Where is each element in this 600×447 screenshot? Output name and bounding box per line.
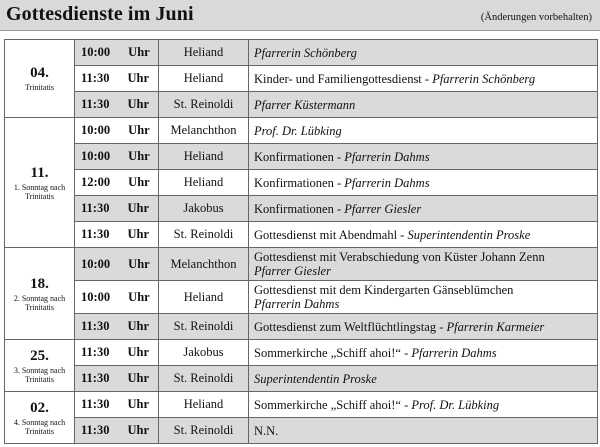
sunday-date-cell xyxy=(5,392,75,444)
service-description-cell xyxy=(249,281,598,314)
service-description: Kinder- und Familiengottesdienst - xyxy=(254,71,433,86)
schedule-body xyxy=(5,40,598,444)
officiant-name: Pfarrerin Karmeier xyxy=(446,319,545,334)
time-unit: Uhr xyxy=(127,319,150,333)
sunday-date-cell xyxy=(5,118,75,248)
service-row xyxy=(5,144,598,170)
service-row xyxy=(5,418,598,444)
time-unit: Uhr xyxy=(128,123,150,137)
time-unit: Uhr xyxy=(128,289,150,304)
service-description: Gottesdienst mit dem Kindergarten Gänseblümchen xyxy=(254,283,514,297)
service-description: Gottesdienst mit Abendmahl - xyxy=(254,227,408,242)
service-time: 12:00 xyxy=(81,175,111,189)
officiant-name: Pfarrer Giesler xyxy=(344,201,422,216)
church-name: St. Reinoldi xyxy=(159,366,249,392)
service-row xyxy=(5,366,598,392)
time-unit: Uhr xyxy=(127,71,150,85)
service-schedule-table xyxy=(4,39,598,444)
service-time-cell xyxy=(75,222,159,248)
service-time: 11:30 xyxy=(81,319,110,333)
officiant-name: Pfarrerin Dahms xyxy=(254,297,340,311)
time-unit: Uhr xyxy=(128,256,150,271)
sunday-occasion: 4. Sonntag nach Trinitatis xyxy=(13,417,66,436)
church-name: Jakobus xyxy=(159,340,249,366)
sunday-date: 04. xyxy=(30,65,49,81)
service-description-cell xyxy=(249,118,598,144)
officiant-name: Pfarrer Giesler xyxy=(254,264,331,278)
service-row xyxy=(5,170,598,196)
sunday-date-cell xyxy=(5,40,75,118)
service-row xyxy=(5,281,598,314)
sunday-occasion: 3. Sonntag nach Trinitatis xyxy=(13,365,66,384)
sunday-occasion: 2. Sonntag nach Trinitatis xyxy=(13,293,66,312)
service-time-cell xyxy=(75,144,159,170)
page-header xyxy=(0,0,600,31)
service-time-cell xyxy=(75,366,159,392)
service-description: Gottesdienst mit Verabschiedung von Küster Johann Zenn xyxy=(254,250,545,264)
officiant-name: Pfarrerin Schönberg xyxy=(254,45,357,60)
service-time-cell xyxy=(75,392,159,418)
church-name: Heliand xyxy=(159,66,249,92)
officiant-name: Pfarrer Küstermann xyxy=(254,97,356,112)
service-time-cell xyxy=(75,66,159,92)
service-row xyxy=(5,340,598,366)
service-description-cell xyxy=(249,196,598,222)
church-name: Melanchthon xyxy=(159,248,249,281)
service-description-cell xyxy=(249,366,598,392)
church-name: St. Reinoldi xyxy=(159,222,249,248)
service-time: 11:30 xyxy=(81,345,110,359)
service-time: 11:30 xyxy=(81,423,110,437)
service-time-cell xyxy=(75,281,159,314)
service-description-cell xyxy=(249,40,598,66)
officiant-name: Superintendentin Proske xyxy=(254,371,377,386)
church-name: St. Reinoldi xyxy=(159,92,249,118)
service-description-cell xyxy=(249,222,598,248)
time-unit: Uhr xyxy=(127,97,150,111)
service-time-cell xyxy=(75,92,159,118)
time-unit: Uhr xyxy=(127,397,150,411)
service-description-cell xyxy=(249,314,598,340)
service-time: 11:30 xyxy=(81,201,110,215)
service-time-cell xyxy=(75,118,159,144)
service-description: Sommerkirche „Schiff ahoi!“ - xyxy=(254,397,412,412)
service-description-cell xyxy=(249,418,598,444)
service-row xyxy=(5,92,598,118)
officiant-name: Pfarrerin Dahms xyxy=(411,345,497,360)
service-time-cell xyxy=(75,418,159,444)
changes-note: (Änderungen vorbehalten) xyxy=(480,12,592,23)
sunday-occasion: Trinitatis xyxy=(24,83,55,92)
time-unit: Uhr xyxy=(127,371,150,385)
officiant-name: Pfarrerin Dahms xyxy=(344,175,430,190)
time-unit: Uhr xyxy=(127,201,150,215)
service-description-cell xyxy=(249,340,598,366)
officiant-name: Prof. Dr. Lübking xyxy=(254,123,342,138)
service-time-cell xyxy=(75,248,159,281)
service-time: 11:30 xyxy=(81,371,110,385)
service-time: 10:00 xyxy=(81,256,111,271)
service-row xyxy=(5,222,598,248)
service-time: 10:00 xyxy=(81,123,111,137)
service-time: 10:00 xyxy=(81,45,111,59)
service-description-cell xyxy=(249,92,598,118)
sunday-date: 25. xyxy=(30,347,49,364)
service-row xyxy=(5,248,598,281)
officiant-name: Superintendentin Proske xyxy=(407,227,531,242)
church-name: Heliand xyxy=(159,40,249,66)
page-title: Gottesdienste im Juni xyxy=(6,3,194,25)
service-description: N.N. xyxy=(254,423,279,438)
service-description-cell xyxy=(249,144,598,170)
service-description: Sommerkirche „Schiff ahoi!“ - xyxy=(254,345,412,360)
sunday-date: 11. xyxy=(30,164,49,181)
service-time: 11:30 xyxy=(81,397,110,411)
church-name: Heliand xyxy=(159,144,249,170)
time-unit: Uhr xyxy=(127,345,150,359)
church-name: St. Reinoldi xyxy=(159,314,249,340)
service-time-cell xyxy=(75,314,159,340)
service-time: 11:30 xyxy=(81,71,110,85)
service-description-cell xyxy=(249,66,598,92)
sunday-occasion: 1. Sonntag nach Trinitatis xyxy=(13,182,66,201)
service-time: 11:30 xyxy=(81,227,110,241)
service-description: Konfirmationen - xyxy=(254,201,345,216)
time-unit: Uhr xyxy=(128,149,150,163)
church-name: Jakobus xyxy=(159,196,249,222)
service-row xyxy=(5,196,598,222)
officiant-name: Prof. Dr. Lübking xyxy=(411,397,500,412)
church-name: Heliand xyxy=(159,392,249,418)
officiant-name: Pfarrerin Schönberg xyxy=(432,71,536,86)
church-name: Heliand xyxy=(159,281,249,314)
service-row xyxy=(5,392,598,418)
officiant-name: Pfarrerin Dahms xyxy=(344,149,430,164)
service-time-cell xyxy=(75,340,159,366)
service-description: Konfirmationen - xyxy=(254,175,345,190)
service-row xyxy=(5,118,598,144)
service-description: Konfirmationen - xyxy=(254,149,345,164)
service-row xyxy=(5,66,598,92)
service-time-cell xyxy=(75,40,159,66)
sunday-date-cell xyxy=(5,248,75,340)
service-description-cell xyxy=(249,392,598,418)
service-time: 11:30 xyxy=(81,97,110,111)
service-description: Gottesdienst zum Weltflüchtlingstag - xyxy=(254,319,447,334)
church-name: St. Reinoldi xyxy=(159,418,249,444)
service-time: 10:00 xyxy=(81,149,111,163)
sunday-date-cell xyxy=(5,340,75,392)
time-unit: Uhr xyxy=(127,227,150,241)
sunday-date: 18. xyxy=(30,275,49,292)
church-name: Heliand xyxy=(159,170,249,196)
service-description-cell xyxy=(249,170,598,196)
service-row xyxy=(5,40,598,66)
church-name: Melanchthon xyxy=(159,118,249,144)
service-time-cell xyxy=(75,196,159,222)
service-description-cell xyxy=(249,248,598,281)
time-unit: Uhr xyxy=(127,423,150,437)
time-unit: Uhr xyxy=(128,45,150,59)
service-row xyxy=(5,314,598,340)
time-unit: Uhr xyxy=(128,175,150,189)
service-time: 10:00 xyxy=(81,289,111,304)
service-time-cell xyxy=(75,170,159,196)
sunday-date: 02. xyxy=(30,399,49,416)
